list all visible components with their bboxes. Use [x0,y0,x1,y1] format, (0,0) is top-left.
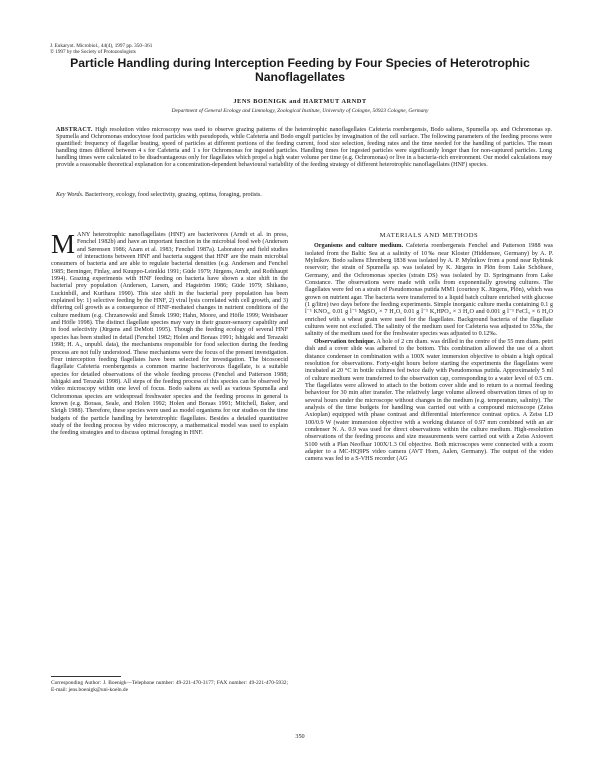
journal-citation [50,43,250,55]
left-column [51,229,288,438]
intro-text: ANY heterotrophic nanoflagellates (HNF) are bacterivores (Arndt et al. in press, Fenchel 1982b) and have an important function in the microbial food web (Andersen and Sørensen 1986; Azam et al. 1983; Fenchel 1987a). Laboratory and field studies of interactions between HNF and bacteria suggest that HNF are the main microbial consumers of bacteria and are able to regulate bacterial densities (e.g. Andersen and Fenchel 1985; Berninger, Finlay, and Kuuppo-Leinikki 1991; Güde 1979; Jürgens, Arndt, and Rothhaupt 1994). Grazing experiments with HNF feeding on bacteria have shown a size shift in the bacterial prey population (Andersen, Larsen, and Hagström 1986; Güde 1979; Shikano, Luckinbill, and Kurihara 1990). This size shift in the bacterial prey population has been explained by: 1) selective feeding by the HNF, 2) viral lysis correlated with cell growth, and 3) differing cell growth as a consequence of HNF-mediated changes in nutrient conditions of the culture medium (e.g. Chrzanowski and Šimek 1990; Hahn, Moore, and Höfle 1999; Weinbauer and Höfle 1998). The distinct flagellate species may vary in their grazer-sensory capability and in food selectivity (Jürgens and DeMott 1995). Though the feeding ecology of several HNF species has been studied in detail (Fenchel 1982; Holen and Boraas 1991; Ishigaki and Terazaki 1998; H. A., unpubl. data), the mechanisms responsible for food selection during the feeding process are not fully understood. These mechanisms were the focus of the present investigation. Four interception feeding flagellates have been selected for investigation. The bicosoecid flagellate Cafeteria roenbergensis a common marine bacterivorous flagellate, is a suitable species for detailed observations of the whole feeding process (Fenchel and Patterson 1988; Ishigaki and Terazaki 1998). All steps of the feeding process of this species can be observed by video microscopy within one level of focus. Bodo saliens as well as various Spumella and Ochromonas species are widespread freshwater species and the feeding process in general is known (e.g. Boraas, Seale, and Holen 1992; Holen and Boraas 1991; Mitchell, Baker, and Sleigh 1988). Therefore, these species were used as model organisms for our studies on the time budgets of the particle handling by heterotrophic flagellates. Besides a detailed quantitative study of the feeding process by video microscopy, a mathematical model was used to explain the feeding strategies and to discuss optimal foraging in HNF. [51,232,288,437]
observation-subheading: Observation technique. [314,338,376,345]
paper-title: Particle Handling during Interception Feeding by Four Species of Heterotrophic Nanoflagellates [70,56,530,84]
keywords [56,192,552,199]
author-list: JENS BOENIGK and HARTMUT ARNDT [233,98,367,105]
intro-paragraph [51,229,288,438]
journal-citation-line2: © 1997 by the Society of Protozoologists [50,49,136,55]
page-number: 350 [295,733,305,740]
keywords-text: Bacterivory, ecology, food selectivity, grazing, optima, foraging, protists. [84,192,262,198]
observation-text: A hole of 2 cm diam. was drilled in the centre of the 55 mm diam. petri dish and a cover slide was adhered to the bottom. This combination allowed the use of a short distance condenser in combination with a 100X water immersion objective to obtain a high optical resolution for observations. Forty-eight hours before starting the experiments the flagellates were incubated at 20 °C in bottle cultures fed twice daily with Pseudomonas putida. Approximately 5 ml of culture medium were transferred to the observation cap, corresponding to a water level of 0.5 cm. The flagellates were allowed to attach to the bottom cover slide and to return to a normal feeding behaviour for 30 min after transfer. The relatively large volume allowed observation times of up to several hours under the microscope without changes in the medium (e.g. temperature, salinity). The analysis of the time budgets for handling was carried out with a compound microscope (Zeiss Axioplan) equipped with phase contrast and differential interference contrast optics. A Zeiss LD 100/0.9 W (water immersion objective with a working distance of 0.97 mm combined with an air condenser N. A. 0.9 was used for direct observations within the culture medium. High-resolution observations of the feeding process and size measurements were carried out with a Zeiss Axiovert S100 with a Plan Neofluar 100X/1.3 Oil objective. Both microscopes were connected with a zoom adapter to a MC-HQ9PS video camera (AVT Horn, Aalen, Germany). The output of the video camera was fed to a S-VHS recorder (AG [305,338,553,463]
abstract-label: ABSTRACT. [56,127,93,133]
organisms-paragraph [305,243,553,338]
author-affiliation: Department of General Ecology and Limnology, Zoological Institute, University of Cologne, 50923 Cologne, Germany [171,108,429,114]
keywords-label: Key Words. [56,192,84,198]
organisms-text: Cafeteria roenbergensis Fenchel and Patterson 1988 was isolated from the Baltic Sea at a salinity of 10‰ near Kloster (Hiddensee, Germany) by A. P. Mylnikov. Bodo saliens Ehrenberg 1838 was isolated by A. P. Mylnikov from a pond near Rybinsk reservoir; the strain of Spumella sp. was isolated by K. Jürgens in Plön from Lake Schöhsee, Germany, and the Ochromonas species (strain DS) was isolated by D. Springmann from Lake Constance. The observations were made with cells from exponentially growing cultures. The flagellates were fed on a strain of Pseudomonas putida MM1 (courtesy K. Jürgens, Plön), which was grown on nutrient agar. The bacteria were transferred to a liquid batch culture enriched with glucose (1 g/litre) two days before the feeding experiments. Simple inorganic culture media containing 0.1 g l⁻¹ KNO₃, 0.01 g l⁻¹ MgSO₄ × 7 H₂O, 0.01 g l⁻¹ K₂HPO₄ × 3 H₂O and 0.001 g l⁻¹ FeCl₃ × 6 H₂O enriched with a wheat grain were used for the flagellates. Background bacteria of the flagellate cultures were not excluded. The salinity of the medium used for Cafeteria was adjusted to 35‰, the salinity of the medium used for the freshwater species was adjusted to 0.12‰. [305,243,553,338]
corresponding-author-footnote: Corresponding Author: J. Boenigk—Telephone number: 49-221-470-3177; FAX number: 49-221-470-5932; E-mail: jens.boenigk@uni-koeln.de [51,680,288,693]
footnote-divider [51,676,121,677]
journal-citation-line1: J. Eukaryot. Microbiol., 44(4), 1997 pp. 350–361 [50,43,153,49]
drop-cap: M [51,229,76,259]
abstract [56,127,552,168]
abstract-text: High resolution video microscopy was used to observe grazing patterns of the heterotrophic nanoflagellates Cafeteria roenbergensis, Bodo saliens, Spumella sp. and Ochromonas sp. Spumella and Ochromonas endocytose food particles with pseudopods, while Cafeteria and Bodo engulf particles by invagination of the cell surface. The following parameters of the feeding process were quantified: frequency of flagellar beating, speed of particles at different portions of the feeding current, food size selection, feeding rates and the time needed for the handling of particles. The mean handling times differed between 4 s for Cafeteria and 1 s for Ochromonas for ingested particles. Handling times for ingested particles were significantly longer than for non-captured particles. Long handling times were calculated to be disadvantageous only for flagellates which propel a high water volume per time (e.g. Ochromonas) or live in a bacteria-rich environment. Our model calculations may provide a reasonable theoretical explanation for a concentration-dependent behavioural variability of the feeding strategy of different heterotrophic nanoflagellates (HNF) species. [56,127,552,168]
observation-paragraph [305,339,553,464]
right-column [305,232,553,464]
organisms-subheading: Organisms and culture medium. [314,243,404,250]
section-heading-methods: MATERIALS AND METHODS [379,232,479,239]
